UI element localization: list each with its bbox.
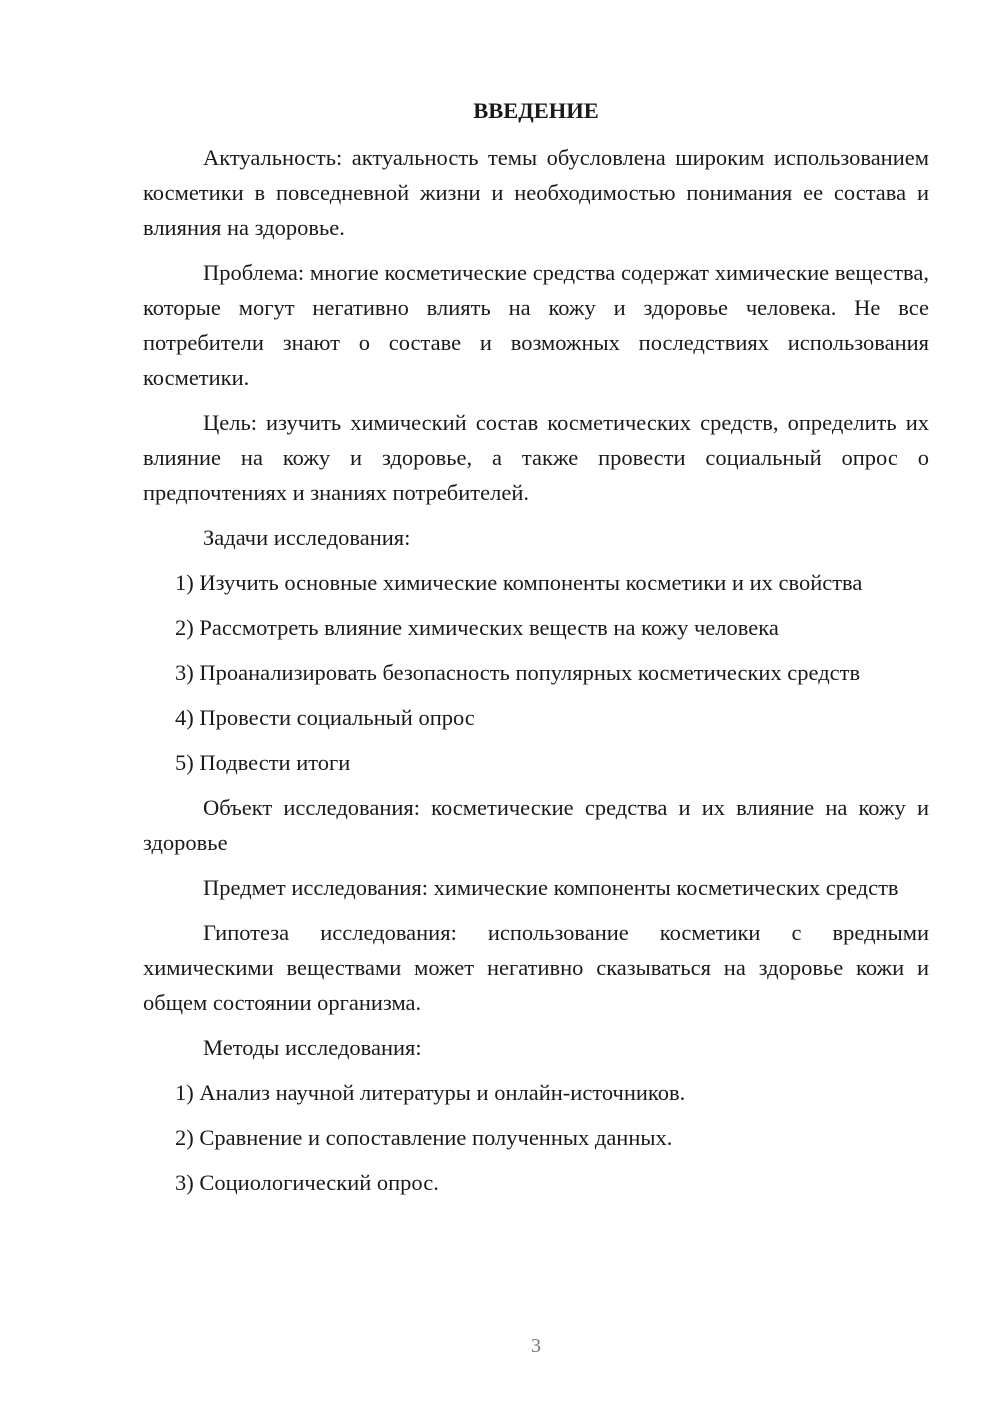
relevance-paragraph: Актуальность: актуальность темы обусловлена широким использованием косметики в повседневной жизни и необходимостью понимания ее состава и влияния на здоровье.: [143, 145, 929, 240]
problem-paragraph: Проблема: многие косметические средства содержат химические вещества, которые могут негативно влиять на кожу и здоровье человека. Не все потребители знают о составе и возможных последствиях использования косметики.: [143, 260, 929, 390]
task-item: 4) Провести социальный опрос: [175, 705, 475, 730]
tasks-heading: Задачи исследования:: [203, 525, 411, 550]
goal-paragraph: Цель: изучить химический состав косметических средств, определить их влияние на кожу и здоровье, а также провести социальный опрос о предпочтениях и знаниях потребителей.: [143, 410, 929, 505]
hypothesis-paragraph: Гипотеза исследования: использование косметики с вредными химическими веществами может негативно сказываться на здоровье кожи и общем состоянии организма.: [143, 920, 929, 1015]
methods-heading: Методы исследования:: [203, 1035, 422, 1060]
task-item: 2) Рассмотреть влияние химических веществ на кожу человека: [175, 615, 779, 640]
document-page: [143, 92, 929, 1210]
subject-paragraph: Предмет исследования: химические компоненты косметических средств: [203, 875, 899, 900]
object-paragraph: Объект исследования: косметические средства и их влияние на кожу и здоровье: [143, 795, 929, 855]
method-item: 2) Сравнение и сопоставление полученных данных.: [175, 1125, 673, 1150]
task-item: 3) Проанализировать безопасность популярных косметических средств: [175, 660, 861, 685]
method-item: 1) Анализ научной литературы и онлайн-источников.: [175, 1080, 686, 1105]
page-number: 3: [531, 1335, 541, 1357]
task-item: 1) Изучить основные химические компоненты косметики и их свойства: [175, 570, 863, 595]
page-title: ВВЕДЕНИЕ: [473, 98, 599, 123]
task-item: 5) Подвести итоги: [175, 750, 351, 775]
method-item: 3) Социологический опрос.: [175, 1170, 439, 1195]
